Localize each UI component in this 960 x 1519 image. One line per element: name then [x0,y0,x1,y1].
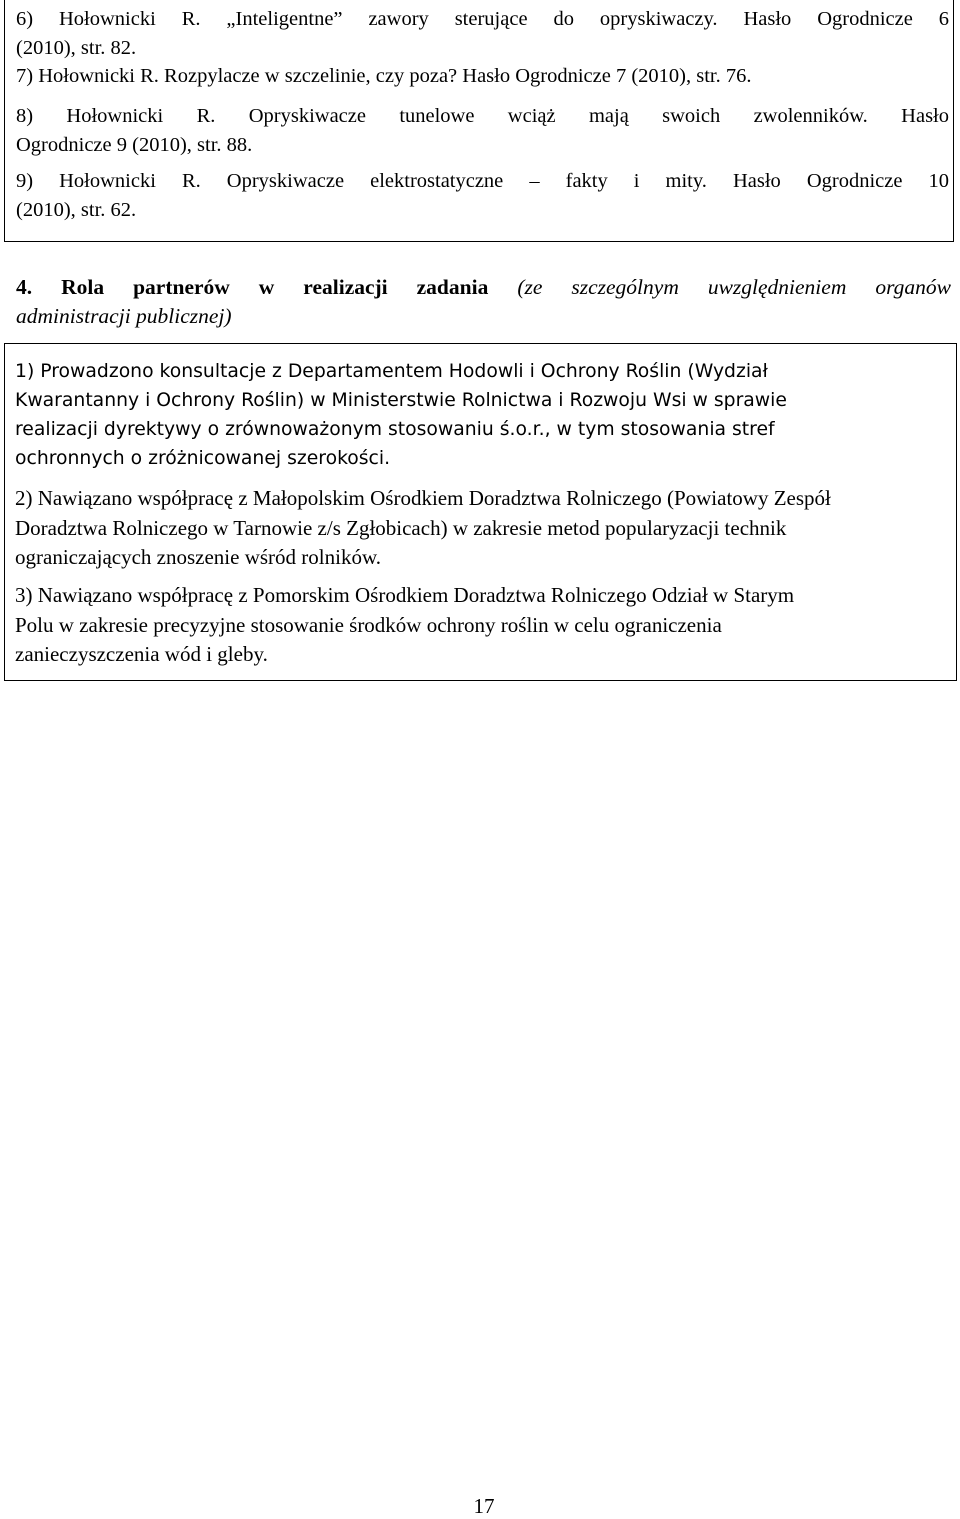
partner-item-3 [15,581,950,670]
section-4-title-italic-continued: administracji publicznej) [16,304,232,328]
section-4-heading-line-1 [16,273,951,302]
partner-item-1-line-2: Kwarantanny i Ochrony Roślin) w Ministerstwie Rolnictwa i Rozwoju Wsi w sprawie [15,390,787,411]
reference-6-line-1: 6) Hołownicki R. „Inteligentne” zawory sterujące do opryskiwaczy. Hasło Ogrodnicze 6 [16,8,949,30]
partner-item-2-line-2: Doradztwa Rolniczego w Tarnowie z/s Zgłobicach) w zakresie metod popularyzacji technik [15,515,787,540]
partner-item-1-line-4: ochronnych o zróżnicowanej szerokości. [15,448,391,469]
partner-item-2-line-3: ograniczających znoszenie wśród rolników. [15,545,381,569]
partner-item-3-line-2: Polu w zakresie precyzyjne stosowanie środków ochrony roślin w celu ograniczenia [15,612,722,637]
reference-7-line-1: 7) Hołownicki R. Rozpylacze w szczelinie, czy poza? Hasło Ogrodnicze 7 (2010), str. 76. [16,65,752,87]
section-4-title-bold: 4. Rola partnerów w realizacji zadania [16,275,489,299]
partner-item-3-line-3: zanieczyszczenia wód i gleby. [15,642,268,666]
partner-item-1 [15,357,945,473]
partner-item-2-line-1: 2) Nawiązano współpracę z Małopolskim Ośrodkiem Doradztwa Rolniczego (Powiatowy Zespół [15,486,831,510]
partner-item-2 [15,484,950,573]
reference-9-line-1: 9) Hołownicki R. Opryskiwacze elektrostatyczne – fakty i mity. Hasło Ogrodnicze 10 [16,170,949,192]
reference-6 [16,5,949,63]
reference-8-line-2: Ogrodnicze 9 (2010), str. 88. [16,134,253,156]
reference-9-line-2: (2010), str. 62. [16,199,137,221]
section-4-heading [16,273,951,331]
reference-9 [16,167,949,225]
reference-8-line-1: 8) Hołownicki R. Opryskiwacze tunelowe wciąż mają swoich zwolenników. Hasło [16,105,949,127]
reference-6-line-2: (2010), str. 82. [16,37,137,59]
section-4-title-italic: (ze szczególnym uwzględnieniem organów [517,275,951,299]
partner-item-3-line-1: 3) Nawiązano współpracę z Pomorskim Ośrodkiem Doradztwa Rolniczego Odział w Starym [15,583,795,607]
page-number: 17 [473,1494,495,1518]
reference-8 [16,102,949,160]
partner-item-1-line-1: 1) Prowadzono konsultacje z Departamentem Hodowli i Ochrony Roślin (Wydział [15,361,768,382]
section-4-heading-line-2 [16,302,951,331]
reference-7 [16,62,752,91]
partner-item-1-line-3: realizacji dyrektywy o zrównoważonym stosowaniu ś.o.r., w tym stosowania stref [15,419,775,440]
